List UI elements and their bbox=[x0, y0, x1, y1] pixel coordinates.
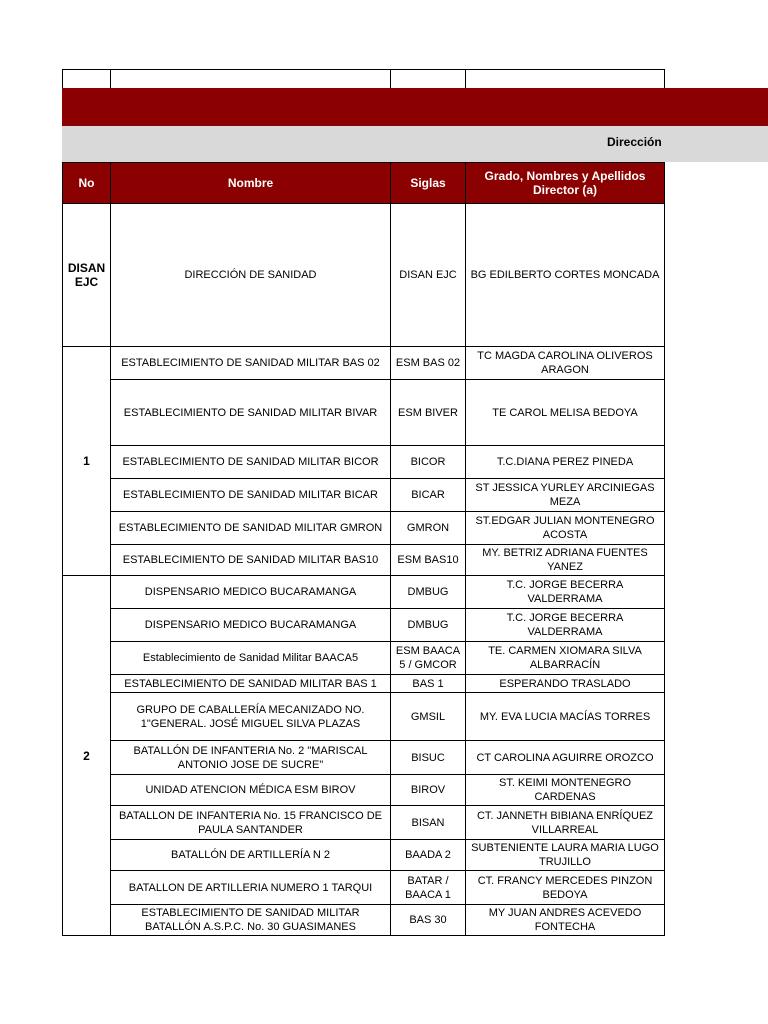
table-row bbox=[63, 576, 665, 609]
cell-siglas: ESM BAACA 5 / GMCOR bbox=[391, 642, 466, 675]
table-row bbox=[63, 675, 665, 693]
header-no: No bbox=[63, 163, 111, 204]
cell-director: MY JUAN ANDRES ACEVEDO FONTECHA bbox=[466, 905, 665, 936]
cell-nombre: BATALLON DE ARTILLERIA NUMERO 1 TARQUI bbox=[111, 871, 391, 905]
directors-table bbox=[62, 162, 665, 936]
cell-siglas: BISAN bbox=[391, 806, 466, 840]
cell-director: MY. BETRIZ ADRIANA FUENTES YANEZ bbox=[466, 545, 665, 576]
table-row bbox=[63, 871, 665, 905]
top-empty-row bbox=[62, 69, 665, 89]
cell-siglas: GMSIL bbox=[391, 693, 466, 741]
cell-siglas: GMRON bbox=[391, 512, 466, 545]
header-director: Grado, Nombres y Apellidos Director (a) bbox=[466, 163, 665, 204]
cell-siglas: ESM BIVER bbox=[391, 380, 466, 446]
cell-director: ESPERANDO TRASLADO bbox=[466, 675, 665, 693]
cell-siglas: BIROV bbox=[391, 775, 466, 806]
cell-siglas: ESM BAS 02 bbox=[391, 347, 466, 380]
cell-siglas: BAADA 2 bbox=[391, 840, 466, 871]
cell-siglas: ESM BAS10 bbox=[391, 545, 466, 576]
cell-director: BG EDILBERTO CORTES MONCADA bbox=[466, 204, 665, 347]
table-row bbox=[63, 905, 665, 936]
cell-nombre: ESTABLECIMIENTO DE SANIDAD MILITAR GMRON bbox=[111, 512, 391, 545]
table-row bbox=[63, 693, 665, 741]
table-row bbox=[63, 204, 665, 347]
subtitle-text: Dirección bbox=[607, 135, 662, 149]
table-row bbox=[63, 840, 665, 871]
cell-nombre: ESTABLECIMIENTO DE SANIDAD MILITAR BICOR bbox=[111, 446, 391, 479]
cell-director: ST JESSICA YURLEY ARCINIEGAS MEZA bbox=[466, 479, 665, 512]
empty-cell bbox=[391, 70, 466, 89]
cell-nombre: ESTABLECIMIENTO DE SANIDAD MILITAR BAS 02 bbox=[111, 347, 391, 380]
table-row bbox=[63, 775, 665, 806]
cell-nombre: DISPENSARIO MEDICO BUCARAMANGA bbox=[111, 576, 391, 609]
cell-siglas: DMBUG bbox=[391, 609, 466, 642]
cell-nombre: ESTABLECIMIENTO DE SANIDAD MILITAR BIVAR bbox=[111, 380, 391, 446]
row-number: DISAN EJC bbox=[63, 204, 111, 347]
cell-siglas: DMBUG bbox=[391, 576, 466, 609]
group-number: 1 bbox=[63, 347, 111, 576]
cell-nombre: BATALLÓN DE ARTILLERÍA N 2 bbox=[111, 840, 391, 871]
cell-director: T.C.DIANA PEREZ PINEDA bbox=[466, 446, 665, 479]
cell-director: T.C. JORGE BECERRA VALDERRAMA bbox=[466, 576, 665, 609]
table-row bbox=[63, 741, 665, 775]
empty-cell bbox=[63, 70, 111, 89]
cell-nombre: ESTABLECIMIENTO DE SANIDAD MILITAR BICAR bbox=[111, 479, 391, 512]
cell-nombre: GRUPO DE CABALLERÍA MECANIZADO NO. 1"GENERAL. JOSÉ MIGUEL SILVA PLAZAS bbox=[111, 693, 391, 741]
subtitle-band bbox=[62, 126, 768, 162]
cell-siglas: DISAN EJC bbox=[391, 204, 466, 347]
table-row bbox=[63, 512, 665, 545]
cell-nombre: DIRECCIÓN DE SANIDAD bbox=[111, 204, 391, 347]
table-row bbox=[63, 446, 665, 479]
cell-director: CT CAROLINA AGUIRRE OROZCO bbox=[466, 741, 665, 775]
group-number: 2 bbox=[63, 576, 111, 936]
cell-nombre: ESTABLECIMIENTO DE SANIDAD MILITAR BAS 1 bbox=[111, 675, 391, 693]
cell-siglas: BATAR / BAACA 1 bbox=[391, 871, 466, 905]
cell-nombre: Establecimiento de Sanidad Militar BAACA5 bbox=[111, 642, 391, 675]
table-row bbox=[63, 380, 665, 446]
table-row bbox=[63, 806, 665, 840]
cell-nombre: DISPENSARIO MEDICO BUCARAMANGA bbox=[111, 609, 391, 642]
cell-director: ST. KEIMI MONTENEGRO CARDENAS bbox=[466, 775, 665, 806]
table-row bbox=[63, 545, 665, 576]
cell-director: T.C. JORGE BECERRA VALDERRAMA bbox=[466, 609, 665, 642]
cell-director: TE CAROL MELISA BEDOYA bbox=[466, 380, 665, 446]
table-row bbox=[63, 347, 665, 380]
cell-director: TC MAGDA CAROLINA OLIVEROS ARAGON bbox=[466, 347, 665, 380]
cell-siglas: BAS 30 bbox=[391, 905, 466, 936]
cell-director: CT. JANNETH BIBIANA ENRÍQUEZ VILLARREAL bbox=[466, 806, 665, 840]
empty-cell bbox=[111, 70, 391, 89]
cell-nombre: BATALLÓN DE INFANTERIA No. 2 "MARISCAL ANTONIO JOSE DE SUCRE" bbox=[111, 741, 391, 775]
cell-director: CT. FRANCY MERCEDES PINZON BEDOYA bbox=[466, 871, 665, 905]
cell-siglas: BISUC bbox=[391, 741, 466, 775]
cell-nombre: UNIDAD ATENCION MÉDICA ESM BIROV bbox=[111, 775, 391, 806]
table-row bbox=[63, 609, 665, 642]
table-row bbox=[63, 642, 665, 675]
cell-director: MY. EVA LUCIA MACÍAS TORRES bbox=[466, 693, 665, 741]
table-row bbox=[63, 479, 665, 512]
header-siglas: Siglas bbox=[391, 163, 466, 204]
cell-siglas: BICAR bbox=[391, 479, 466, 512]
cell-director: ST.EDGAR JULIAN MONTENEGRO ACOSTA bbox=[466, 512, 665, 545]
cell-nombre: BATALLON DE INFANTERIA No. 15 FRANCISCO DE PAULA SANTANDER bbox=[111, 806, 391, 840]
title-band bbox=[62, 88, 768, 126]
cell-nombre: ESTABLECIMIENTO DE SANIDAD MILITAR BAS10 bbox=[111, 545, 391, 576]
cell-director: SUBTENIENTE LAURA MARIA LUGO TRUJILLO bbox=[466, 840, 665, 871]
cell-siglas: BAS 1 bbox=[391, 675, 466, 693]
empty-cell bbox=[466, 70, 665, 89]
cell-director: TE. CARMEN XIOMARA SILVA ALBARRACÍN bbox=[466, 642, 665, 675]
header-nombre: Nombre bbox=[111, 163, 391, 204]
cell-siglas: BICOR bbox=[391, 446, 466, 479]
table-header-row bbox=[63, 163, 665, 204]
cell-nombre: ESTABLECIMIENTO DE SANIDAD MILITAR BATALLÓN A.S.P.C. No. 30 GUASIMANES bbox=[111, 905, 391, 936]
